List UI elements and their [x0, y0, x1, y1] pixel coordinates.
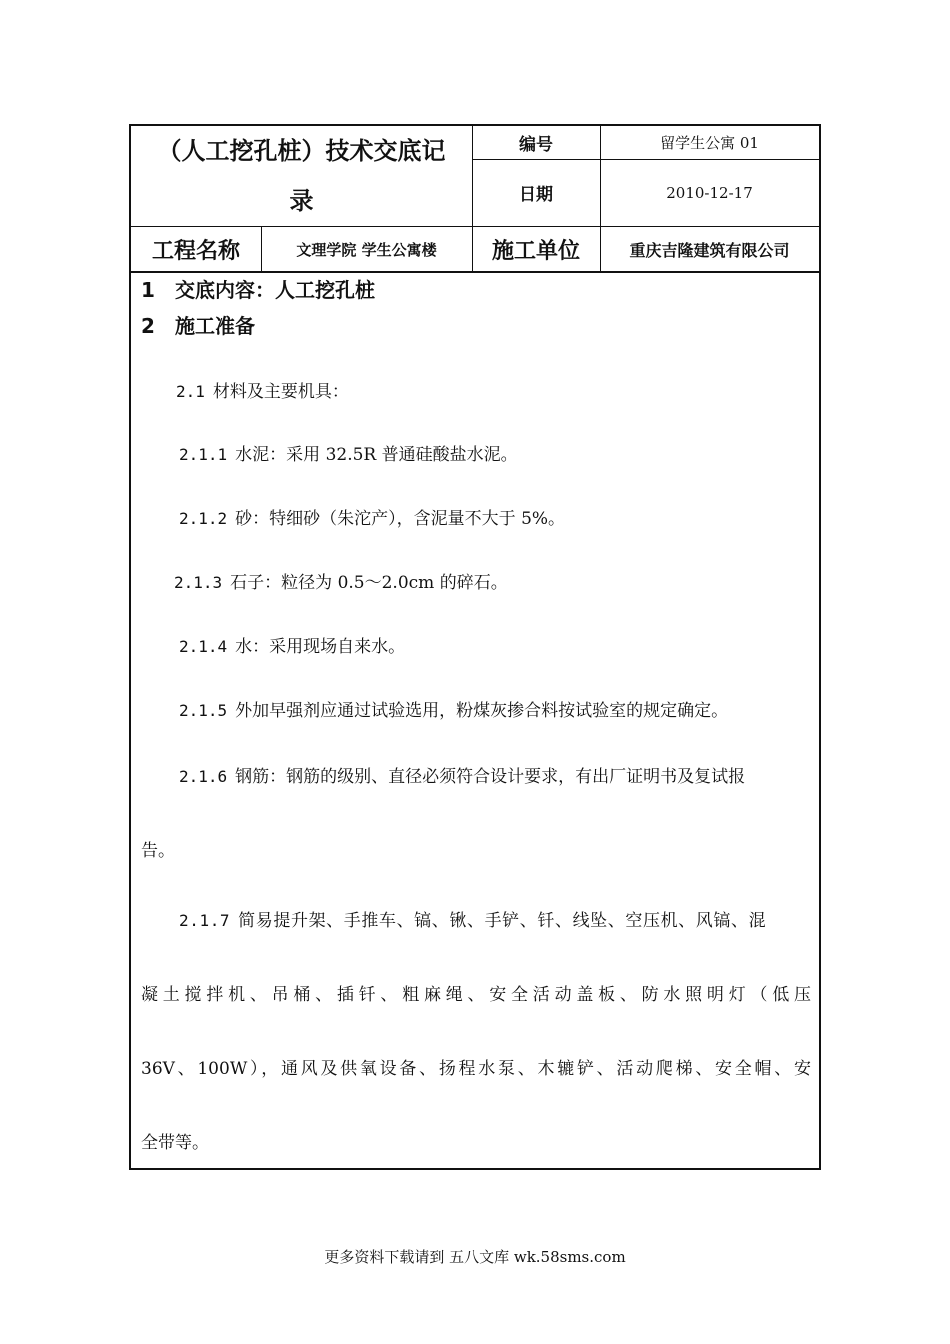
item-2-1-7-line2: 凝土搅拌机、吊桶、插钎、粗麻绳、安全活动盖板、防水照明灯（低压	[141, 985, 811, 1005]
item-2-1-2	[179, 504, 565, 529]
item-2-1-2-code: 2.1.2	[179, 509, 228, 528]
item-2-1-code: 2.1	[176, 382, 205, 401]
number-label: 编号	[519, 135, 553, 155]
item-2-1-7-text: 简易提升架、手推车、镐、锹、手铲、钎、线坠、空压机、风镐、混	[238, 911, 767, 931]
item-2-1-7-line3: 36V、100W），通风及供氧设备、扬程水泵、木辘铲、活动爬梯、安全帽、安	[141, 1059, 811, 1079]
section-1-number: 1	[141, 278, 155, 302]
form-title-line2: 录	[289, 187, 314, 215]
item-2-1-1-code: 2.1.1	[179, 445, 228, 464]
item-2-1-1	[179, 440, 518, 465]
item-2-1-5	[179, 696, 728, 721]
footer-download-note: 更多资料下载请到 五八文库 wk.58sms.com	[324, 1248, 626, 1266]
project-name-value: 文理学院 学生公寓楼	[296, 240, 437, 259]
item-2-1-4-text: 水：采用现场自来水。	[235, 637, 406, 657]
item-2-1-3-code: 2.1.3	[174, 573, 223, 592]
item-2-1-3-text: 石子：粒径为 0.5～2.0cm 的碎石。	[230, 573, 508, 593]
section-1-heading	[141, 274, 375, 303]
number-value: 留学生公寓 01	[660, 134, 759, 152]
form-title	[131, 126, 472, 226]
form-title-line1: （人工挖孔桩）技术交底记	[157, 137, 446, 165]
item-2-1-7-code: 2.1.7	[179, 911, 231, 930]
disclosure-record-form	[129, 124, 821, 1170]
item-2-1	[176, 377, 349, 402]
item-2-1-4-code: 2.1.4	[179, 637, 228, 656]
item-2-1-2-text: 砂：特细砂（朱沱产），含泥量不大于 5%。	[235, 509, 566, 529]
construction-unit-label: 施工单位	[491, 238, 580, 264]
item-2-1-text: 材料及主要机具：	[212, 382, 349, 402]
item-2-1-5-code: 2.1.5	[179, 701, 228, 720]
section-2-text: 施工准备	[175, 314, 255, 338]
item-2-1-5-text: 外加早强剂应通过试验选用，粉煤灰掺合料按试验室的规定确定。	[235, 701, 729, 721]
construction-unit-value: 重庆吉隆建筑有限公司	[629, 240, 790, 260]
section-2-number: 2	[141, 314, 155, 338]
date-value: 2010-12-17	[666, 183, 753, 202]
item-2-1-4	[179, 632, 405, 657]
item-2-1-1-text: 水泥：采用 32.5R 普通硅酸盐水泥。	[235, 445, 518, 465]
item-2-1-3	[174, 568, 508, 593]
item-2-1-7-line1	[179, 906, 766, 931]
section-2-heading	[141, 310, 255, 339]
date-label: 日期	[519, 185, 553, 205]
item-2-1-6-line2: 告。	[141, 841, 175, 861]
item-2-1-6-line1	[179, 762, 745, 787]
item-2-1-6-code: 2.1.6	[179, 767, 228, 786]
project-name-label: 工程名称	[151, 238, 240, 264]
item-2-1-6-text: 钢筋：钢筋的级别、直径必须符合设计要求，有出厂证明书及复试报	[235, 767, 746, 787]
item-2-1-7-line4: 全带等。	[141, 1133, 209, 1153]
section-1-text: 交底内容：人工挖孔桩	[175, 278, 375, 302]
